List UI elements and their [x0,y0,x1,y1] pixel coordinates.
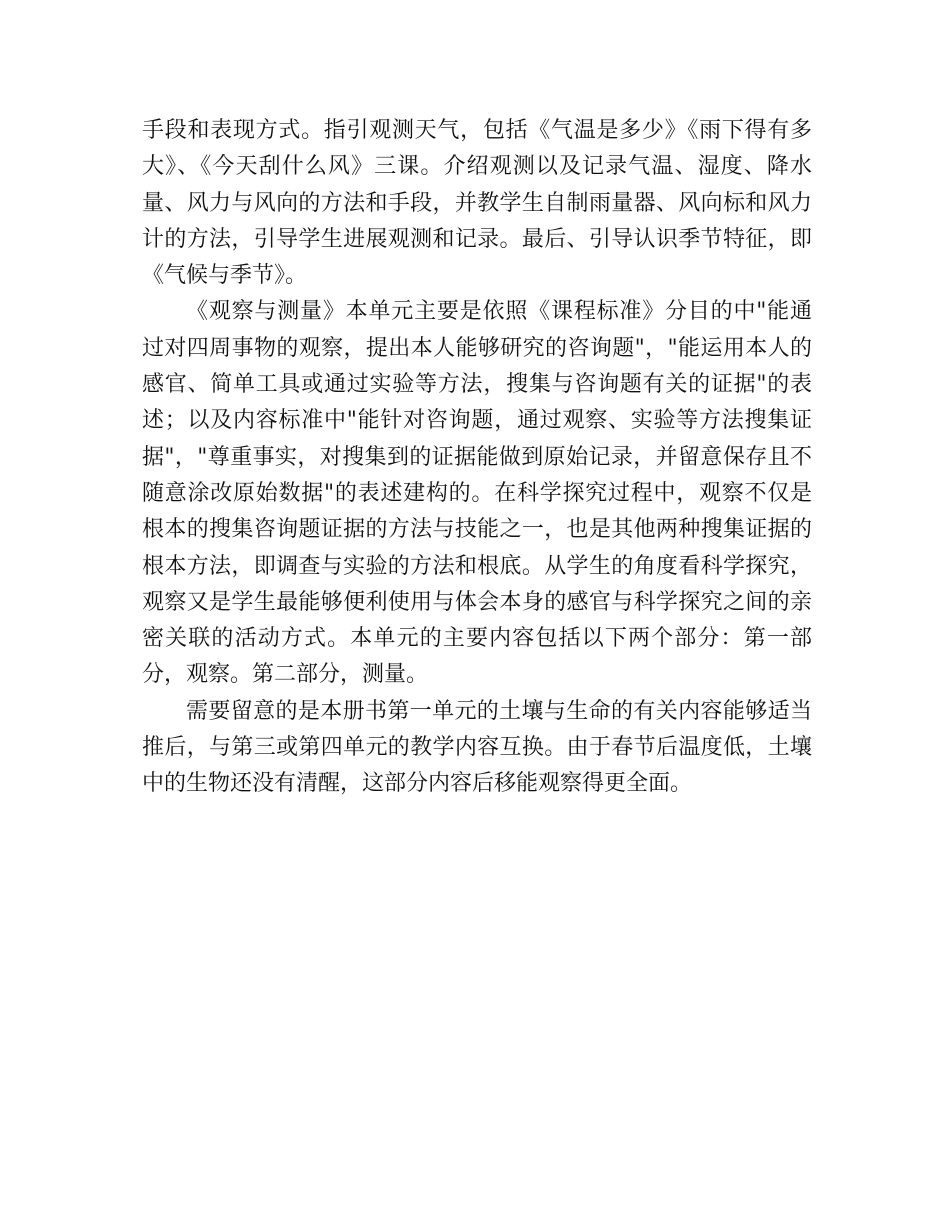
paragraph-observation-measurement: 《观察与测量》本单元主要是依照《课程标准》分目的中"能通过对四周事物的观察，提出本人能够研究的咨询题"，"能运用本人的感官、简单工具或通过实验等方法，搜集与咨询题有关的证据"的表述；以及内容标准中"能针对咨询题，通过观察、实验等方法搜集证据"，"尊重事实，对搜集到的证据能做到原始记录，并留意保存且不随意涂改原始数据"的表述建构的。在科学探究过程中，观察不仅是根本的搜集咨询题证据的方法与技能之一，也是其他两种搜集证据的根本方法，即调查与实验的方法和根底。从学生的角度看科学探究，观察又是学生最能够便利使用与体会本身的感官与科学探究之间的亲密关联的活动方式。本单元的主要内容包括以下两个部分：第一部分，观察。第二部分，测量。 [142,299,812,688]
document-body [142,113,812,803]
paragraph-continuation: 手段和表现方式。指引观测天气，包括《气温是多少》《雨下得有多大》、《今天刮什么风》三课。介绍观测以及记录气温、湿度、降水量、风力与风向的方法和手段，并教学生自制雨量器、风向标和风力计的方法，引导学生进展观测和记录。最后、引导认识季节特征，即《气候与季节》。 [142,118,812,289]
paragraph-note: 需要留意的是本册书第一单元的土壤与生命的有关内容能够适当推后，与第三或第四单元的教学内容互换。由于春节后温度低，土壤中的生物还没有清醒，这部分内容后移能观察得更全面。 [142,698,812,797]
